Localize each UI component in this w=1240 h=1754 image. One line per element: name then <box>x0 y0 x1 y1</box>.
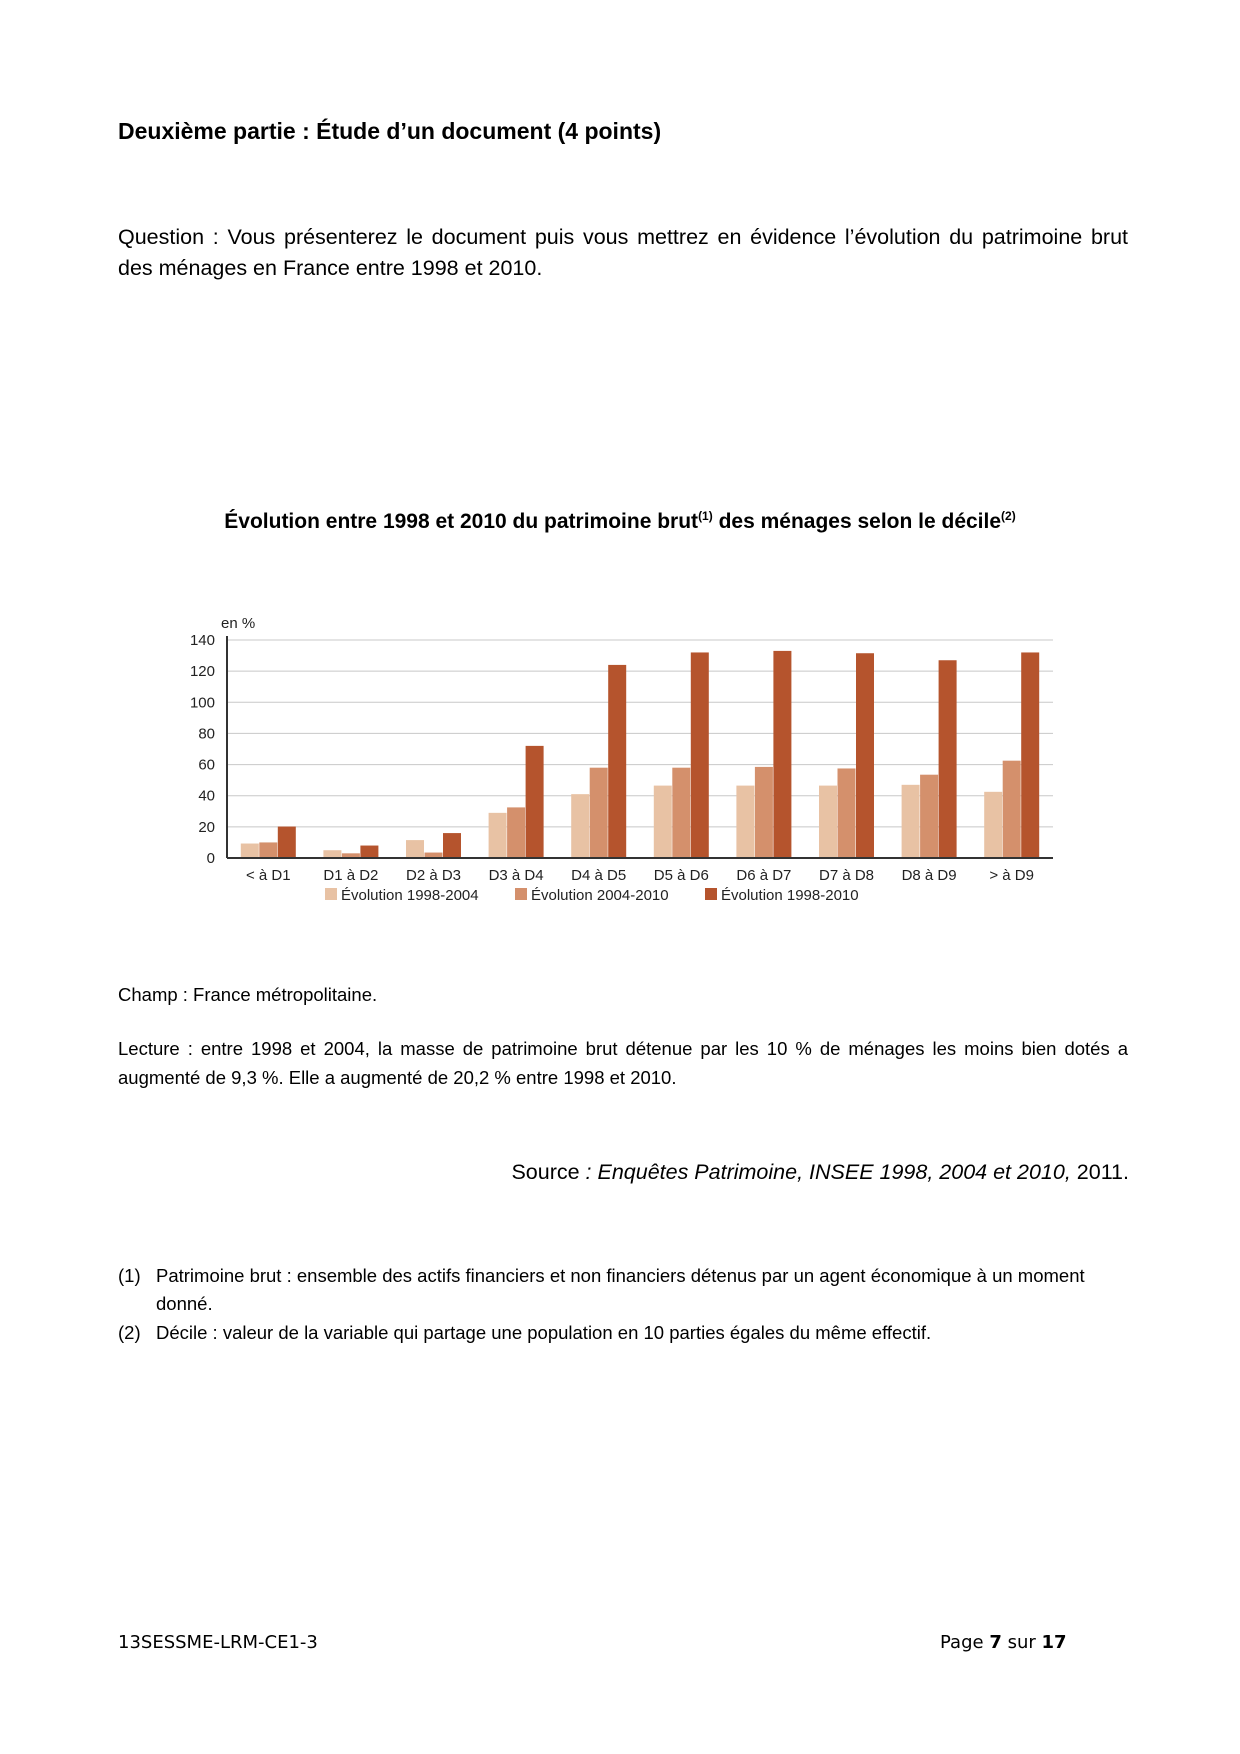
bar <box>856 653 874 858</box>
footnote-2 <box>118 1319 1128 1347</box>
x-tick-label: D5 à D6 <box>653 867 709 884</box>
x-tick-label: > à D9 <box>989 867 1035 884</box>
source-label: Source <box>511 1160 580 1184</box>
footnote-text: Patrimoine brut : ensemble des actifs financiers et non financiers détenus par un agent économique à un moment donné. <box>156 1265 1085 1314</box>
y-tick-label: 100 <box>189 694 215 712</box>
source-citation <box>511 1160 1129 1185</box>
question-text: Question : Vous présenterez le document puis vous mettrez en évidence l’évolution du patrimoine brut des ménages en France entre 1998 et 2010. <box>118 225 1128 280</box>
x-tick-label: D8 à D9 <box>901 867 957 884</box>
y-axis-unit-label: en % <box>221 615 256 632</box>
x-tick-label: D6 à D7 <box>736 867 792 884</box>
legend-label: Évolution 1998-2010 <box>721 887 859 904</box>
chart-title-rest: des ménages selon le décile <box>712 510 1002 533</box>
bar <box>443 833 461 858</box>
footnote-text: Décile : valeur de la variable qui partage une population en 10 parties égales du même effectif. <box>156 1322 932 1343</box>
bar <box>323 850 341 858</box>
bar <box>259 842 277 858</box>
bar <box>672 768 690 858</box>
y-tick-label: 120 <box>189 663 215 681</box>
page-of-label: sur <box>1001 1632 1042 1653</box>
legend-swatch <box>705 888 717 900</box>
bar <box>1003 761 1021 858</box>
bar <box>571 794 589 858</box>
document-code: 13SESSME-LRM-CE1-3 <box>118 1632 318 1653</box>
bar <box>654 786 672 858</box>
current-page: 7 <box>989 1632 1002 1653</box>
bar <box>489 813 507 858</box>
bar <box>360 846 378 858</box>
footnotes <box>118 1262 1128 1348</box>
bar <box>278 827 296 858</box>
x-tick-label: D3 à D4 <box>488 867 544 884</box>
y-tick-label: 80 <box>198 725 215 743</box>
page-number <box>940 1632 1067 1653</box>
bar <box>691 652 709 858</box>
total-pages: 17 <box>1041 1632 1067 1653</box>
y-tick-label: 20 <box>198 818 215 836</box>
legend-label: Évolution 1998-2004 <box>341 887 479 904</box>
chart-title <box>0 510 1240 534</box>
bar <box>920 775 938 858</box>
bar <box>1021 652 1039 858</box>
footnote-number: (1) <box>118 1265 141 1286</box>
legend-swatch <box>325 888 337 900</box>
x-tick-label: D2 à D3 <box>405 867 462 884</box>
y-tick-label: 140 <box>189 632 215 649</box>
x-tick-label: D4 à D5 <box>571 867 627 884</box>
y-tick-label: 60 <box>198 756 215 774</box>
footnote-ref-1: (1) <box>698 509 713 523</box>
bar <box>526 746 544 858</box>
lecture-text: Lecture : entre 1998 et 2004, la masse de patrimoine brut détenue par les 10 % de ménages les moins bien dotés a augmenté de 9,3 %. Elle a augmenté de 20,2 % entre 1998 et 2010. <box>118 1038 1128 1088</box>
section-heading: Deuxième partie : Étude d’un document (4 points) <box>118 118 662 144</box>
x-tick-label: D1 à D2 <box>323 867 379 884</box>
bar <box>773 651 791 858</box>
source-year: 2011. <box>1070 1160 1129 1184</box>
champ-text: Champ : France métropolitaine. <box>118 984 378 1005</box>
legend-swatch <box>515 888 527 900</box>
footnote-ref-2: (2) <box>1001 509 1016 523</box>
bar-chart <box>185 610 1055 910</box>
source-title: : Enquêtes Patrimoine, INSEE 1998, 2004 et 2010, <box>579 1160 1071 1184</box>
bar <box>984 792 1002 858</box>
legend-label: Évolution 2004-2010 <box>531 887 669 904</box>
x-tick-label: < à D1 <box>245 867 291 884</box>
y-tick-label: 40 <box>198 787 215 805</box>
bar <box>755 767 773 858</box>
bar <box>608 665 626 858</box>
bar <box>590 768 608 858</box>
page-label: Page <box>940 1632 990 1653</box>
footnote-number: (2) <box>118 1322 141 1343</box>
footnote-1 <box>118 1262 1128 1318</box>
bar <box>819 786 837 858</box>
x-tick-label: D7 à D8 <box>818 867 875 884</box>
bar <box>838 768 856 858</box>
bar <box>736 786 754 858</box>
bar <box>902 785 920 858</box>
bar <box>939 660 957 858</box>
y-tick-label: 0 <box>206 850 215 867</box>
bar <box>241 844 259 858</box>
bar <box>406 840 424 858</box>
bar <box>507 807 525 858</box>
chart-title-main: Évolution entre 1998 et 2010 du patrimoine brut <box>224 510 699 533</box>
